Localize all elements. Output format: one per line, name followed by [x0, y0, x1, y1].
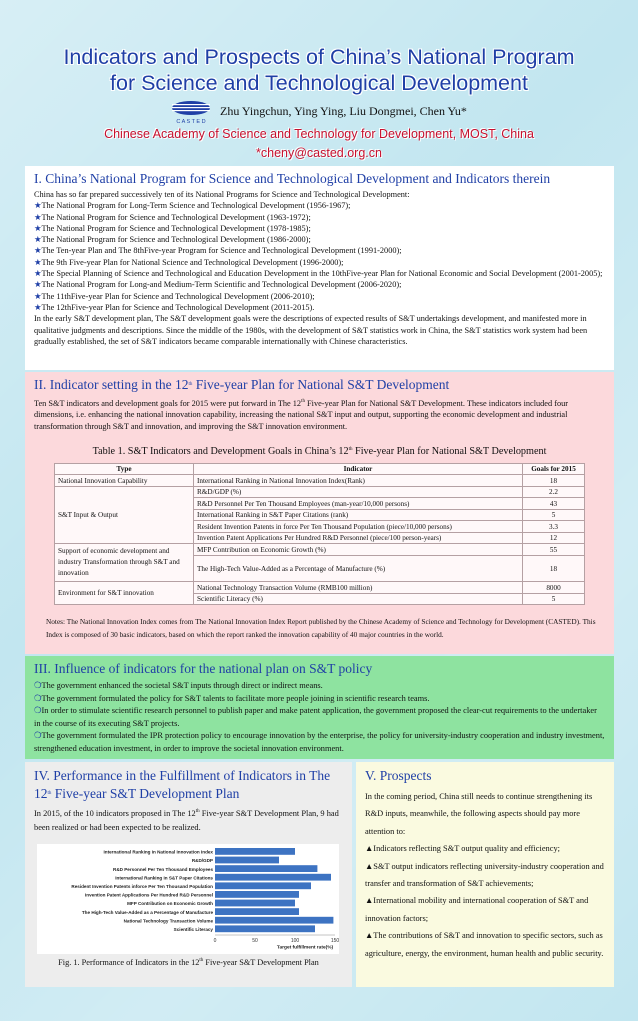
- category-label: National Technology Transaction Volume: [123, 918, 213, 924]
- x-axis-label: Target fulfillment rate(%): [276, 945, 334, 951]
- bar: [215, 882, 311, 889]
- section-4-body: In 2015, of the 10 indicators proposed in The 12th Five-year S&T Development Plan, 9 had been realized or had been expected to be realized.: [34, 809, 339, 832]
- section-3-title: III. Influence of indicators for the national plan on S&T policy: [34, 661, 373, 676]
- x-tick-label: 0: [213, 938, 217, 944]
- bullet-icon: ❍: [34, 693, 42, 703]
- type-cell: Environment for S&T innovation: [55, 582, 194, 605]
- poster-header: [0, 0, 638, 165]
- bullet-icon: ★: [34, 280, 42, 290]
- section-5: [356, 762, 614, 987]
- category-label: Invention Patent Applications Per Hundred R&D Personnel: [85, 892, 213, 898]
- category-label: The High-Tech Value-Added as a Percentage of Manufacture: [81, 909, 213, 915]
- x-tick-label: 50: [252, 938, 258, 944]
- bullet-icon: ★: [34, 201, 42, 211]
- list-item: ▲The contributions of S&T and innovation to specific sectors, such as agriculture, energy, the environment, human health and public security.: [365, 931, 604, 958]
- goal-cell: 2.2: [523, 486, 585, 498]
- indicator-cell: The High-Tech Value-Added as a Percentage of Manufacture (%): [194, 556, 523, 582]
- section-1-title: I. China’s National Program for Science and Technological Development and Indicators therein: [34, 171, 551, 186]
- list-item: ❍In order to stimulate scientific research personnel to publish paper and make patent application, the government proposed the clear-cut requirements to the undertaker in the course of its executing S&T projects.: [34, 706, 597, 728]
- indicator-cell: Resident Invention Patents in force Per Ten Thousand Population (piece/10,000 persons): [194, 521, 523, 533]
- performance-chart-svg: [37, 844, 339, 954]
- goal-cell: 5: [523, 509, 585, 521]
- list-item: ★The Ten-year Plan and The 8thFive-year Program for Science and Technological Development (1991-2000);: [34, 246, 402, 256]
- bullet-icon: ▲: [365, 896, 374, 906]
- goal-cell: 12: [523, 532, 585, 544]
- list-item: ▲Indicators reflecting S&T output quality and efficiency;: [365, 844, 560, 854]
- prospects-list: [365, 840, 605, 962]
- bullet-icon: ★: [34, 235, 42, 245]
- institution: Chinese Academy of Science and Technology for Development, MOST, China: [104, 127, 534, 141]
- goal-cell: 3.3: [523, 521, 585, 533]
- category-label: R&D Personnel Per Ten Thousand Employees: [113, 866, 213, 872]
- bar: [215, 908, 299, 915]
- type-cell: National Innovation Capability: [55, 475, 194, 487]
- list-item: ★The 9th Five-year Plan for National Science and Technological Development (1996-2000);: [34, 257, 344, 267]
- list-item: ★The National Program for Science and Technological Development (1963-1972);: [34, 212, 311, 222]
- list-item: ❍The government formulated the policy for S&T talents to facilitate more people joining in scientific research teams.: [34, 693, 430, 703]
- list-item: ★The National Program for Science and Technological Development (1978-1985);: [34, 223, 311, 233]
- section-5-body: In the coming period, China still needs to continue strengthening its R&D inputs, meanwhile, the following aspects should pay more attention to: ▲Indicators reflecting S&T output quality and efficiency; ▲S&T output indicators reflecting university-industry cooperation and transfer and transformation of S&T achievements; ▲International mobility and international cooperation of S&T and innovation factors; ▲The contributions of S&T and innovation to specific sectors, such as agriculture, energy, the environment, human health and public security.: [365, 788, 605, 962]
- goal-cell: 18: [523, 475, 585, 487]
- indicator-cell: MFP Contribution on Economic Growth (%): [194, 544, 523, 556]
- policy-list: [34, 680, 605, 756]
- table-notes: Notes: The National Innovation Index comes from The National Innovation Index Report published by the Chinese Academy of Science and Technology for Development (CASTED). This Index is composed of 30 basic indicators, based on which the report ranked the innovation capability of 40 major countries in the world.: [46, 617, 596, 640]
- section-4-title: IV. Performance in the Fulfillment of Indicators in The 12th Five-year S&T Development Plan: [34, 768, 331, 801]
- type-cell: S&T Input & Output: [55, 486, 194, 544]
- indicators-table: [54, 463, 585, 606]
- svg-text:C A S T E D: C A S T E D: [176, 119, 206, 125]
- indicator-cell: R&D/GDP (%): [194, 486, 523, 498]
- table-row: [55, 544, 585, 556]
- list-item: ★The Special Planning of Science and Technological and Education Development in the 10thFive-year Plan for National Economic and Social Development (2001-2005);: [34, 269, 603, 279]
- bullet-icon: ❍: [34, 706, 42, 716]
- list-item: ★The National Program for Science and Technological Development (1986-2000);: [34, 235, 311, 245]
- performance-chart: [37, 844, 339, 954]
- goal-cell: 5: [523, 593, 585, 605]
- header-indicator: Indicator: [194, 463, 523, 475]
- table-row: [55, 475, 585, 487]
- category-label: R&D/GDP: [191, 858, 213, 864]
- goal-cell: 55: [523, 544, 585, 556]
- bullet-icon: ★: [34, 291, 42, 301]
- list-item: ★The National Program for Long-Term Science and Technological Development (1956-1967);: [34, 201, 351, 211]
- bar: [215, 874, 331, 881]
- bar: [215, 900, 295, 907]
- casted-logo: [166, 99, 216, 125]
- list-item: ★The 12thFive-year Plan for Science and Technological Development (2011-2015).: [34, 302, 315, 312]
- category-label: MFP Contribution on Economic Growth: [127, 901, 213, 907]
- section-2: [25, 372, 614, 654]
- section-1: [25, 166, 614, 370]
- section-4: [25, 762, 352, 987]
- list-item: ▲S&T output indicators reflecting university-industry cooperation and transfer and transformation of S&T achievements;: [365, 861, 604, 889]
- goal-cell: 18: [523, 556, 585, 582]
- section-1-body: China has so far prepared successively ten of its National Programs for Science and Technological Development: ★The National Program for Long-Term Science and Technological Development (1956-1967); ★The National Program for Science and Technological Development (1963-1972); ★The National Program for Science and Technological Development (1978-1985); ★The National Program for Science and Technological Development (1986-2000); ★The Ten-year Plan and The 8thFive-year Program for Science and Technological Development (1991-2000); ★The 9th Five-year Plan for National Science and Technological Development (1996-2000); ★The Special Planning of Science and Technological and Education Development in the 10thFive-year Plan for National Economic and Social Development (2001-2005); ★The National Program for Long-and Medium-Term Scientific and Technological Development (2006-2020); ★The 11thFive-year Plan for Science and Technological Development (2006-2010); ★The 12thFive-year Plan for Science and Technological Development (2011-2015). In the early S&T development plan, The S&T development goals were the descriptions of expected results of S&T undertakings development, and manifested more in qualitative judgments and descriptions. Since the middle of the 1980s, with the development of S&T statistics work in China, the S&T statistics work system had been gradually established, the set of S&T indicators became comparable internationally with Chinese characteristics.: [34, 189, 605, 347]
- x-tick-label: 150: [330, 938, 339, 944]
- authors: Zhu Yingchun, Ying Ying, Liu Dongmei, Chen Yu*: [220, 104, 467, 118]
- bullet-icon: ★: [34, 223, 42, 233]
- program-list: [34, 200, 605, 313]
- bar: [215, 925, 315, 932]
- bar: [215, 865, 317, 872]
- x-tick-label: 100: [290, 938, 300, 944]
- poster-title: Indicators and Prospects of China’s National Program for Science and Technological Development: [63, 45, 575, 95]
- bullet-icon: ▲: [365, 844, 374, 854]
- list-item: ★The 11thFive-year Plan for Science and Technological Development (2006-2010);: [34, 291, 315, 301]
- table-row: [55, 582, 585, 594]
- bullet-icon: ❍: [34, 681, 42, 690]
- category-label: International Ranking in S&T Paper Citations: [115, 875, 213, 881]
- list-item: ★The National Program for Long-and Medium-Term Scientific and Technological Development (2006-2020);: [34, 280, 402, 290]
- indicator-cell: R&D Personnel Per Ten Thousand Employees (man-year/10,000 persons): [194, 498, 523, 510]
- bullet-icon: ★: [34, 269, 42, 279]
- indicator-cell: Scientific Literacy (%): [194, 593, 523, 605]
- table-caption: Table 1. S&T Indicators and Development Goals in China’s 12th Five-year Plan for National S&T Development: [92, 445, 547, 457]
- figure-caption: Fig. 1. Performance of Indicators in the 12th Five-year S&T Development Plan: [58, 958, 319, 967]
- bar: [215, 848, 295, 855]
- section-3: [25, 656, 614, 759]
- bar: [215, 917, 333, 924]
- list-item: ❍The government formulated the IPR protection policy to encourage innovation by the enterprise, the policy for university-industry cooperation and industry investment, strengthened education investment, in order to improve the societal innovation environment.: [34, 731, 605, 753]
- header-type: Type: [55, 463, 194, 475]
- category-label: International Ranking in National Innovation Index: [103, 849, 213, 855]
- indicator-cell: International Ranking in S&T Paper Citations (rank): [194, 509, 523, 521]
- header-goal: Goals for 2015: [523, 463, 585, 475]
- bullet-icon: ★: [34, 257, 42, 267]
- section-5-title: V. Prospects: [365, 768, 432, 783]
- list-item: ❍The government enhanced the societal S&T inputs through direct or indirect means.: [34, 681, 323, 690]
- table-header-row: [55, 463, 585, 475]
- contact-email[interactable]: *cheny@casted.org.cn: [256, 146, 382, 160]
- table-row: [55, 486, 585, 498]
- indicator-cell: Invention Patent Applications Per Hundred R&D Personnel (piece/100 person-years): [194, 532, 523, 544]
- category-label: Resident Invention Patents inforce Per Ten Thousand Population: [71, 884, 213, 889]
- bullet-icon: ★: [34, 302, 42, 312]
- bullet-icon: ▲: [365, 931, 374, 941]
- goal-cell: 43: [523, 498, 585, 510]
- section-2-title: II. Indicator setting in the 12th Five-year Plan for National S&T Development: [34, 377, 450, 392]
- category-label: Scientific Literacy: [173, 927, 213, 932]
- indicator-cell: National Technology Transaction Volume (RMB100 million): [194, 582, 523, 594]
- bullet-icon: ❍: [34, 731, 42, 741]
- list-item: ▲International mobility and international cooperation of S&T and innovation factors;: [365, 896, 589, 923]
- indicator-cell: International Ranking in National Innovation Index(Rank): [194, 475, 523, 487]
- bullet-icon: ★: [34, 212, 42, 222]
- bullet-icon: ▲: [365, 861, 374, 871]
- section-2-intro: Ten S&T indicators and development goals for 2015 were put forward in The 12th Five-year Plan for National S&T Development. These indicators included four dimensions, i.e. enhancing the national innovation capability, increasing the national S&T input and output, supporting the economic development and industrial transformation through S&T and innovation, and improving the S&T innovation environment.: [34, 399, 569, 431]
- bar: [215, 891, 299, 898]
- type-cell: Support of economic development and industry Transformation through S&T and innovation: [55, 544, 194, 582]
- bullet-icon: ★: [34, 246, 42, 256]
- goal-cell: 8000: [523, 582, 585, 594]
- bar: [215, 857, 279, 864]
